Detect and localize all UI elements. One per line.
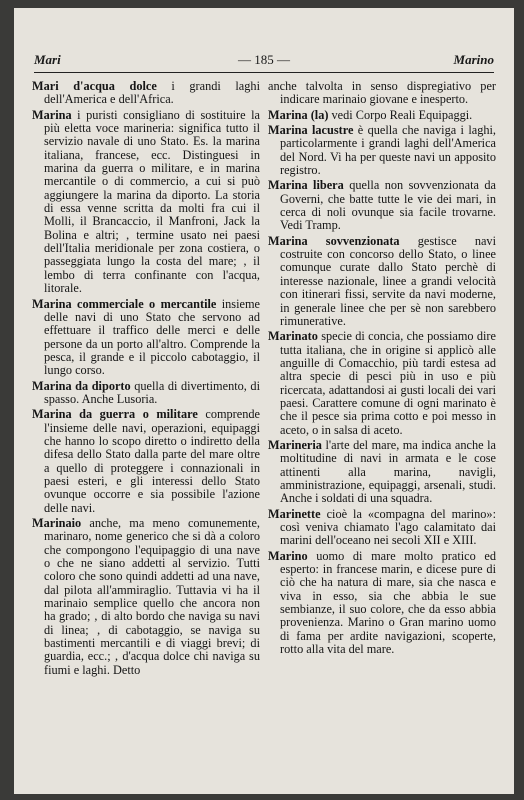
entry-term: Marina da guerra o militare — [32, 407, 198, 422]
header-rule — [34, 72, 494, 73]
dictionary-entry-continued — [268, 80, 496, 107]
entry-definition: è quella che naviga i laghi, particolarmente i grandi laghi dell'America del Nord. Vi ha per queste navi un apposito registro. — [280, 123, 496, 178]
dictionary-entry — [268, 439, 496, 506]
dictionary-entry — [268, 235, 496, 328]
entry-definition: i puristi consigliano di sostituire la più eletta voce marineria: significa tutto il servizio navale di uno Stato. Es. la marina italiana, francese, ecc. Distinguesi in marina da guerra o militare, e in marina mercantile o di commercio, a cui si può aggiungere la marina da diporto. La storia di essa venne scritta da molti fra cui il Molli, il Brancaccio, il Manfroni, Jack la Bolina e altri; ‚ termine usato nei paesi dell'Italia meridionale per zona costiera, o passeggiata lungo la costa del mare; ‚ il lembo di terra confinante con l'acqua, litorale. — [44, 107, 260, 296]
dictionary-entry — [32, 298, 260, 378]
entry-term: Marina libera — [268, 178, 344, 193]
dictionary-entry — [32, 380, 260, 407]
header-right-guide-word: Marino — [453, 52, 494, 67]
dictionary-entry — [268, 109, 496, 122]
dictionary-entry — [268, 508, 496, 548]
entry-definition: gestisce navi costruite con concorso dello Stato, o linee comunque curate dallo Stato perchè di interesse nazionale, linee a grandi velocità con itinerari fissi, servite da navi moderne, in generale linee che per sè non sarebbero rimunerative. — [280, 233, 496, 328]
entry-definition: specie di concia, che possiamo dire tutta italiana, che in origine si applicò alle anguille di Comacchio, più tardi estesa ad altra specie di pesci più in uso e più ricercata, adattandosi ai gusti locali dei vari paesi. Carattere comune di ogni marinato è che il pesce sia prima cotto e poi messo in aceto, o in salsa di aceto. — [280, 329, 496, 437]
entry-definition: quella di divertimento, di spasso. Anche Lusoria. — [44, 378, 260, 406]
entry-term: Marina sovvenzionata — [268, 233, 400, 248]
entry-definition: anche talvolta in senso dispregiativo per indicare marinaio giovane e inesperto. — [268, 79, 496, 107]
entry-term: Marina — [32, 107, 72, 122]
dictionary-entry — [268, 550, 496, 657]
entry-definition: quella non sovvenzionata da Governi, che batte tutte le vie dei mari, in cerca di noli ovunque sia facile trovarne. Vedi Tramp. — [280, 178, 496, 233]
entry-term: Marina (la) — [268, 107, 329, 122]
entry-definition: uomo di mare molto pratico ed esperto: in francese marin, e dicese pure di ciò che ha natura di mare, sia che nasca e viva in esso, sia che abbia le sue sembianze, il suo colore, che da esso abbia provenienza. Marino o Gran marino uomo di fama per ardite navigazioni, scoperte, rotto alla vita del mare. — [280, 548, 496, 657]
entry-term: Marineria — [268, 437, 322, 452]
entry-definition: cioè la «compagna del marino»: così veniva chiamato l'ago calamitato dai marini dell'oceano nei secoli XII e XIII. — [280, 506, 496, 548]
entry-term: Marinaio — [32, 516, 82, 530]
dictionary-entry — [268, 124, 496, 177]
dictionary-entry — [32, 517, 260, 677]
running-header — [34, 52, 494, 74]
left-column — [32, 80, 260, 679]
entry-term: Marina commerciale o mercantile — [32, 296, 217, 311]
dictionary-entry — [32, 408, 260, 515]
header-left-guide-word: Mari — [34, 52, 61, 67]
entry-definition: anche, ma meno comunemente, marinaro, nome generico che si dà a coloro che compongono l'equipaggio di una nave o che ne siano addetti al servizio. Tutti coloro che sono quindi addetti ad una nave, dal pilota all'ammiraglio. Tuttavia vi ha il marinaio semplice quello che ancora non ha grado; ‚ di alto bordo che naviga su navi di linea; ‚ di cabotaggio, se naviga su bastimenti mercantili e di viaggi brevi; di guardia, ecc.; ‚ d'acqua dolce chi naviga su fiumi e laghi. Detto — [44, 516, 260, 677]
entry-term: Marino — [268, 548, 308, 563]
page-number: — 185 — — [238, 52, 290, 67]
entry-definition: i grandi laghi dell'America e dell'Africa. — [44, 79, 260, 107]
dictionary-entry — [32, 80, 260, 107]
entry-definition: comprende l'insieme delle navi, operazioni, equipaggi che hanno lo scopo diretto o indiretto della difesa dello Stato dalla parte del mare oltre a quello di proteggere i connazionali in paesi esteri, e gli interessi dello Stato ovunque occorre e sia possibile l'azione delle navi. — [44, 407, 260, 515]
entry-definition: l'arte del mare, ma indica anche la moltitudine di navi in armata e le cose attinenti alla marina, navigli, amministrazione, equipaggi, arsenali, studi. Anche i soldati di una squadra. — [280, 437, 496, 506]
entry-definition: vedi Corpo Reali Equipaggi. — [328, 107, 473, 122]
right-column — [268, 80, 496, 658]
entry-term: Marina lacustre — [268, 123, 354, 138]
dictionary-page — [14, 8, 514, 794]
entry-term: Marinette — [268, 506, 321, 521]
entry-definition: insieme delle navi di uno Stato che servono ad effettuare il traffico delle merci e delle persone da un porto all'altro. Comprende la pesca, il grande e il piccolo cabotaggio, il lungo corso. — [44, 296, 260, 378]
entry-term: Mari d'acqua dolce — [32, 79, 157, 93]
entry-term: Marinato — [268, 329, 318, 344]
entry-term: Marina da diporto — [32, 378, 131, 393]
dictionary-entry — [268, 179, 496, 232]
dictionary-entry — [32, 109, 260, 296]
dictionary-entry — [268, 330, 496, 437]
